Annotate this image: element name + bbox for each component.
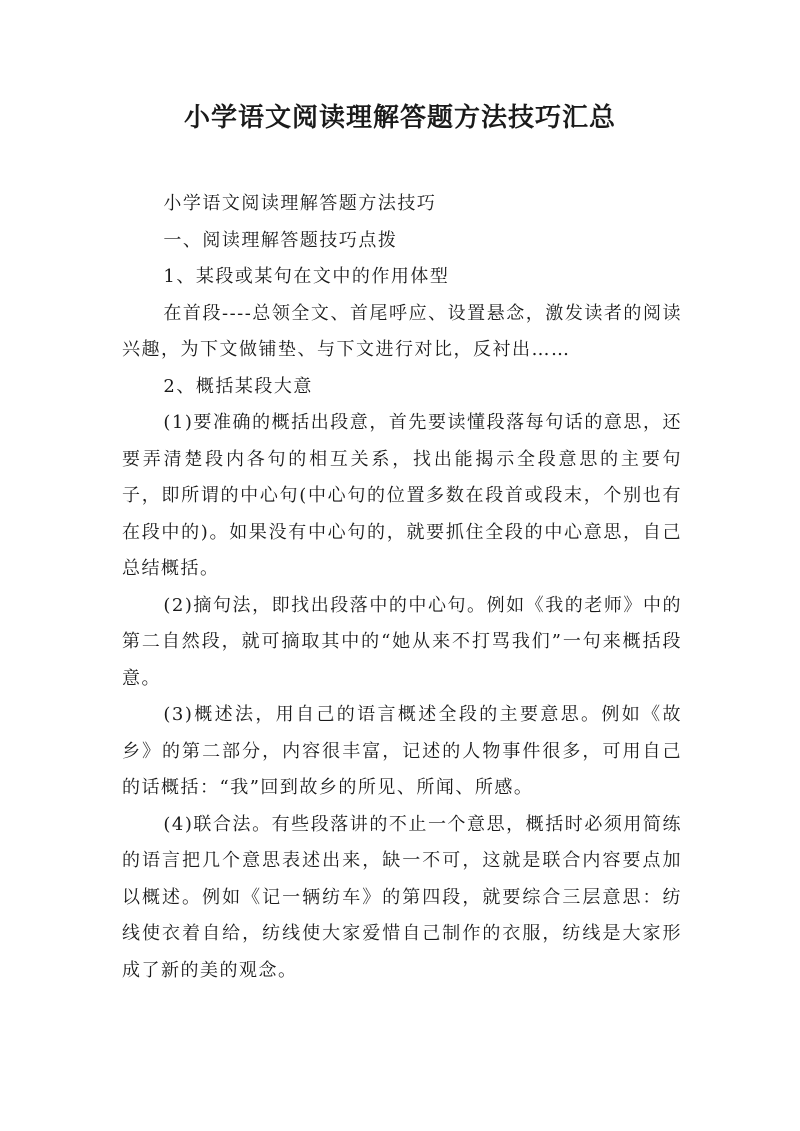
paragraph-method-4: (4)联合法。有些段落讲的不止一个意思，概括时必须用简练的语言把几个意思表述出来，缺一不可，这就是联合内容要点加以概述。例如《记一辆纺车》的第四段，就要综合三层意思：纺线使衣着自给，纺线使大家爱惜自己制作的衣服，纺线是大家形成了新的美的观念。 [122,813,682,981]
paragraph-section-heading: 一、阅读理解答题技巧点拨 [163,229,398,251]
paragraph-subtitle: 小学语文阅读理解答题方法技巧 [163,193,437,214]
paragraph-method-1: (1)要准确的概括出段意，首先要读懂段落每句话的意思，还要弄清楚段内各句的相互关系，找出能揭示全段意思的主要句子，即所谓的中心句(中心句的位置多数在段首或段末，个别也有在段中的)。如果没有中心句的，就要抓住全段的中心意思，自己总结概括。 [122,412,682,579]
paragraph-item-1-body: 在首段----总领全文、首尾呼应、设置悬念，激发读者的阅读兴趣，为下文做铺垫、与下文进行对比，反衬出…… [122,302,682,360]
paragraph-method-2: (2)摘句法，即找出段落中的中心句。例如《我的老师》中的第二自然段，就可摘取其中的“她从来不打骂我们”一句来概括段意。 [122,594,682,689]
document-body [122,186,682,989]
paragraph-item-1-heading: 1、某段或某句在文中的作用体型 [163,266,450,287]
paragraph-method-3: (3)概述法，用自己的语言概述全段的主要意思。例如《故乡》的第二部分，内容很丰富，记述的人物事件很多，可用自己的话概括：“我”回到故乡的所见、所闻、所感。 [122,704,682,798]
document-title: 小学语文阅读理解答题方法技巧汇总 [183,103,616,133]
paragraph-item-2-heading: 2、概括某段大意 [163,375,313,397]
